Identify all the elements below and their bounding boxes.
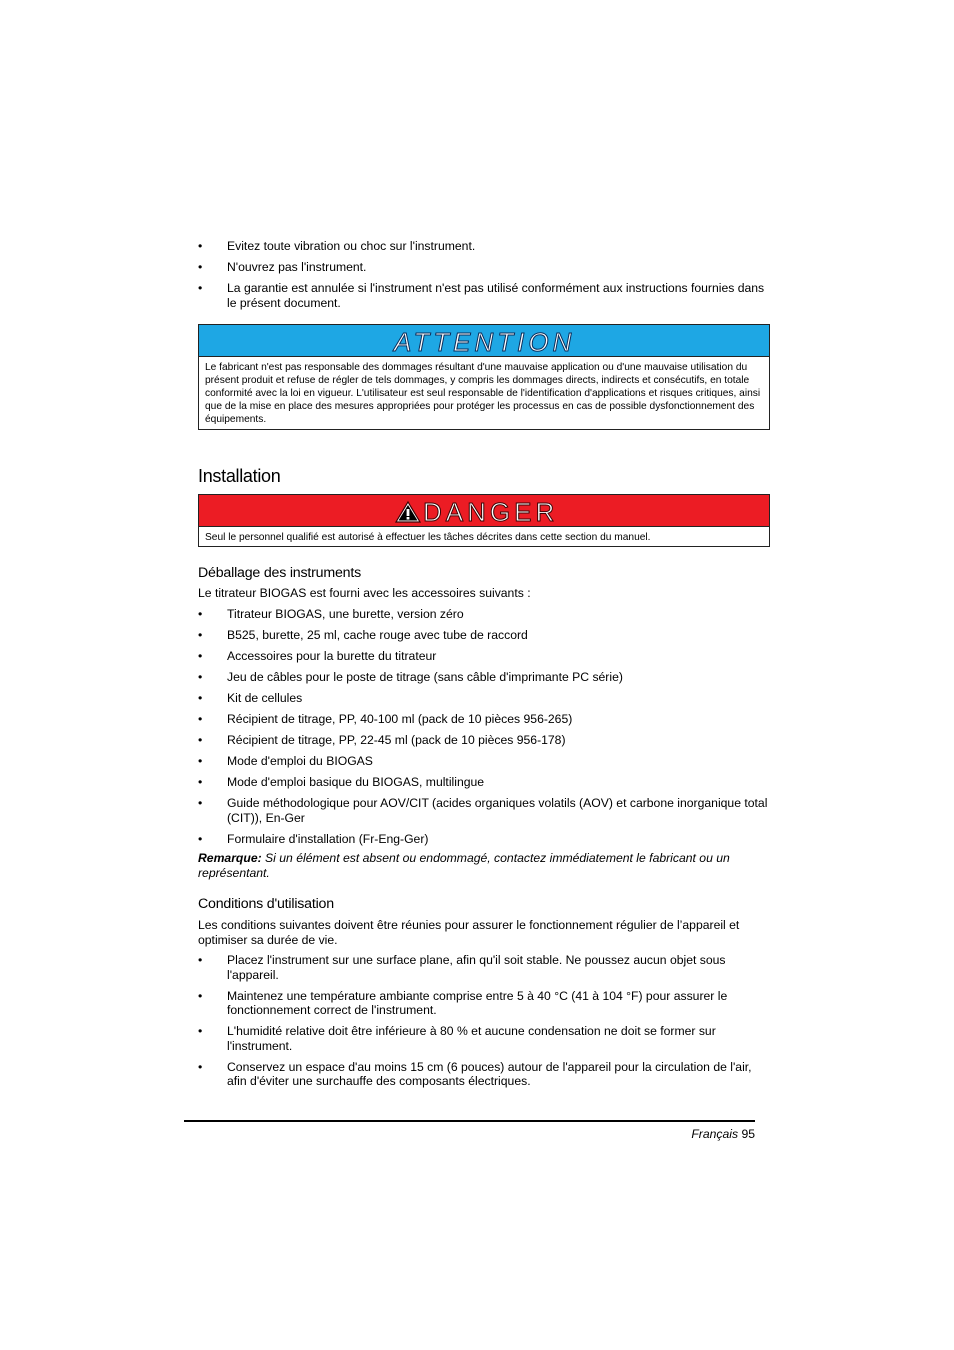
list-item: • Evitez toute vibration ou choc sur l'instrument. — [198, 239, 476, 253]
list-item: • Maintenez une température ambiante comprise entre 5 à 40 °C (41 à 104 °F) pour assurer le fonctionnement correct de l'instrument. — [198, 988, 728, 1017]
list-item: • N'ouvrez pas l'instrument. — [198, 260, 367, 274]
intro-bullet-list — [198, 239, 770, 317]
danger-header — [199, 495, 769, 527]
list-item: • B525, burette, 25 ml, cache rouge avec tube de raccord — [198, 628, 528, 642]
unpacking-intro: Le titrateur BIOGAS est fourni avec les accessoires suivants : — [198, 586, 531, 600]
conditions-intro: Les conditions suivantes doivent être réunies pour assurer le fonctionnement régulier de l’appareil et optimiser sa durée de vie. — [198, 918, 740, 947]
attention-box — [198, 324, 770, 430]
list-item: • Mode d'emploi basique du BIOGAS, multilingue — [198, 775, 485, 789]
note-label: Remarque: — [198, 851, 262, 865]
list-item: • Mode d'emploi du BIOGAS — [198, 754, 373, 768]
danger-title-wrap — [395, 498, 558, 526]
subheading-conditions: Conditions d'utilisation — [198, 896, 334, 912]
danger-box — [198, 494, 770, 547]
footer-rule — [184, 1120, 755, 1122]
list-item: • Placez l'instrument sur une surface plane, afin qu'il soit stable. Ne poussez aucun objet sous l'appareil. — [198, 953, 726, 982]
page-number: 95 — [741, 1127, 755, 1141]
page-footer — [691, 1127, 755, 1141]
unpacking-list — [198, 607, 770, 853]
footer-language: Français — [691, 1127, 739, 1141]
unpacking-note — [198, 851, 770, 880]
conditions-list — [198, 953, 770, 1095]
list-item: • Guide méthodologique pour AOV/CIT (acides organiques volatils (AOV) et carbone inorganique total (CIT)), En-Ger — [198, 796, 768, 825]
list-item: • Récipient de titrage, PP, 40-100 ml (pack de 10 pièces 956-265) — [198, 712, 573, 726]
attention-body: Le fabricant n'est pas responsable des dommages résultant d'une mauvaise application ou d'une mauvaise utilisation du présent produit et refuse de régler de tels dommages, y compris les dommages directs, indirects et consécutifs, en totale conformité avec la loi en vigueur. L'utilisateur est seul responsable de l'identification d'applications et risques critiques, ainsi que de la mise en place des mesures appropriées pour protéger les processus en cas de possible dysfonctionnement des équipements. — [205, 362, 761, 425]
danger-body: Seul le personnel qualifié est autorisé à effectuer les tâches décrites dans cette section du manuel. — [205, 532, 651, 543]
list-item: • Récipient de titrage, PP, 22-45 ml (pack de 10 pièces 956-178) — [198, 733, 566, 747]
warning-triangle-icon — [395, 501, 421, 523]
section-heading-installation: Installation — [198, 466, 281, 486]
danger-title: DANGER — [423, 497, 559, 527]
list-item: • Titrateur BIOGAS, une burette, version zéro — [198, 607, 464, 621]
note-text: Si un élément est absent ou endommagé, contactez immédiatement le fabricant ou un représentant. — [198, 851, 730, 880]
list-item: • Conservez un espace d'au moins 15 cm (6 pouces) autour de l'appareil pour la circulation de l'air, afin d'éviter une surchauffe des composants électriques. — [198, 1059, 752, 1088]
list-item: • La garantie est annulée si l'instrument n'est pas utilisé conformément aux instructions fournies dans le présent document. — [198, 281, 765, 310]
attention-title: ATTENTION — [394, 327, 576, 357]
list-item: • Accessoires pour la burette du titrateur — [198, 649, 437, 663]
list-item: • L'humidité relative doit être inférieure à 80 % et aucune condensation ne doit se former sur l'instrument. — [198, 1024, 716, 1053]
list-item: • Kit de cellules — [198, 691, 303, 705]
list-item: • Jeu de câbles pour le poste de titrage (sans câble d'imprimante PC série) — [198, 670, 623, 684]
attention-header — [199, 325, 769, 357]
list-item: • Formulaire d'installation (Fr-Eng-Ger) — [198, 831, 429, 846]
subheading-unpacking: Déballage des instruments — [198, 565, 361, 581]
